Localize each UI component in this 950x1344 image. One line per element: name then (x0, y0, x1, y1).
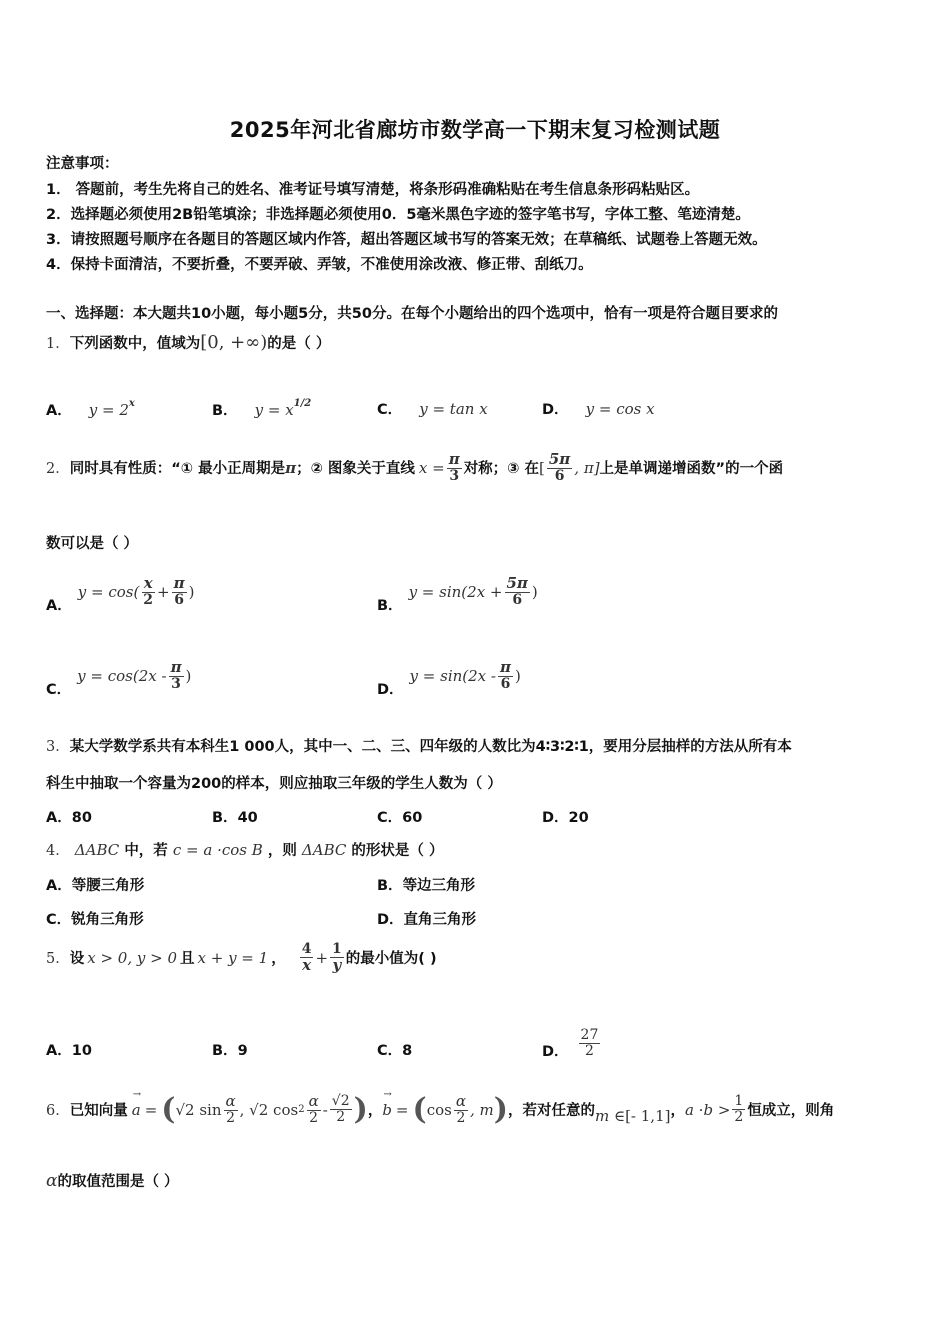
option-expr: ) (185, 666, 192, 685)
notice-item: 1． 答题前，考生先将自己的姓名、准考证号填写清楚，将条形码准确粘贴在考生信息条形码粘贴区。 (46, 182, 700, 198)
fraction-num: α (455, 1091, 466, 1110)
vector-expr: , √2 cos (239, 1100, 299, 1119)
option-label: B． (377, 878, 403, 894)
question-text: ， (670, 1103, 685, 1119)
question-text: 的是（ ） (267, 336, 331, 352)
option-label: D． (377, 912, 404, 928)
fraction-num: x (143, 573, 153, 592)
option-label: B． (212, 810, 238, 826)
option-sup: x (128, 398, 135, 409)
question-text: 同时具有性质：“① 最小正周期是 (69, 461, 286, 478)
option-expr: y = cos x (585, 400, 655, 418)
question-text: 某大学数学系共有本科生1 000人，其中一、二、三、四年级的人数比为4∶3∶2∶1，要用分层抽样的方法从所有本 (69, 739, 792, 755)
option-b[interactable] (212, 806, 258, 827)
fraction-num: π (173, 573, 185, 592)
option-text: 60 (402, 810, 423, 826)
fraction (447, 452, 462, 483)
option-d[interactable] (542, 1026, 602, 1061)
option-c[interactable] (377, 1039, 412, 1060)
fraction-num: 4 (301, 941, 312, 957)
option-a[interactable] (46, 568, 194, 615)
fraction (330, 942, 344, 973)
question-text: ；② 图象关于直线 (296, 461, 415, 478)
vector-expr: cos (426, 1100, 452, 1119)
option-label: C． (377, 810, 403, 826)
option-text: 40 (237, 810, 258, 826)
page-title: 2025年河北省廊坊市数学高一下期末复习检测试题 (229, 118, 721, 142)
question-text: 设 (69, 951, 85, 968)
option-expr: ) (531, 582, 538, 601)
fraction (307, 1091, 321, 1126)
condition-expr: c = a ·cos B (172, 841, 263, 859)
fraction-den: 6 (512, 591, 523, 608)
vector-b: → b (382, 1101, 392, 1119)
operator: = (395, 1100, 409, 1119)
option-expr: y = sin(2x - (409, 666, 496, 685)
option-text: 10 (71, 1043, 92, 1059)
exponent: 2 (298, 1104, 305, 1115)
question-3 (46, 735, 792, 756)
vector-expr: √2 sin (175, 1100, 222, 1119)
interval-expr: [- 1,1] (625, 1106, 671, 1125)
question-text: 上是单调递增函数”的一个函 (599, 461, 784, 478)
question-text: ， (271, 951, 286, 968)
fraction-den: x (302, 955, 312, 974)
vector-expr: , m (469, 1100, 494, 1119)
fraction-num: α (225, 1091, 236, 1110)
question-4 (46, 839, 443, 860)
question-number: 2． (46, 461, 70, 478)
option-label: A． (46, 403, 72, 419)
line-x: x = (418, 458, 445, 477)
question-text: ，则 (267, 843, 297, 859)
fraction (224, 1091, 238, 1126)
question-text (46, 1170, 179, 1191)
alpha-symbol: α (46, 1171, 58, 1191)
question-text: 的形状是（ ） (351, 843, 444, 859)
option-label: C． (377, 402, 403, 418)
fraction (172, 573, 187, 608)
operator: = (144, 1100, 158, 1119)
vector-a: → a (132, 1101, 141, 1119)
fraction (141, 573, 155, 608)
option-expr: y = cos( (77, 582, 140, 601)
question-text: 的最小值为( ) (345, 951, 437, 968)
question-number: 6． (46, 1103, 70, 1119)
option-label: A． (46, 1043, 72, 1059)
question-6 (46, 1092, 834, 1127)
option-text: 9 (237, 1043, 248, 1059)
option-expr: y = 2 (88, 401, 129, 419)
option-expr: y = x (254, 401, 294, 419)
fraction-den: 6 (174, 591, 184, 608)
fraction-den: 6 (500, 675, 511, 692)
option-expr: y = cos(2x - (77, 666, 167, 685)
fraction-num: 1 (332, 941, 342, 957)
option-b[interactable] (377, 568, 538, 615)
question-number: 3． (46, 739, 70, 755)
option-b[interactable] (212, 398, 311, 420)
fraction-num: α (308, 1091, 319, 1110)
option-label: A． (46, 598, 72, 614)
condition-expr: x > 0, y > 0 (87, 948, 177, 967)
fraction-den: 3 (449, 467, 460, 484)
question-text: 且 (180, 951, 195, 968)
fraction (498, 657, 513, 692)
fraction-den: 2 (226, 1109, 236, 1126)
fraction (547, 452, 572, 483)
fraction-num: 27 (580, 1027, 599, 1044)
question-2 (46, 452, 783, 483)
fraction-num: √2 (331, 1093, 350, 1110)
option-label: C． (377, 1043, 403, 1059)
fraction-den: 2 (585, 1043, 594, 1059)
fraction (505, 573, 530, 608)
option-d[interactable] (542, 806, 589, 827)
option-d[interactable] (377, 652, 521, 699)
notice-heading: 注意事项： (46, 156, 119, 172)
option-a[interactable] (46, 1039, 92, 1060)
interval-right: , π] (574, 458, 600, 477)
operator: - (322, 1100, 328, 1119)
fraction (732, 1094, 745, 1124)
fraction-num: π (170, 657, 182, 676)
question-text: 中，若 (124, 843, 168, 859)
option-label: C． (46, 682, 72, 698)
fraction (579, 1028, 601, 1058)
fraction-num: 1 (734, 1093, 744, 1110)
left-paren: ( (161, 1092, 176, 1127)
question-text: 科生中抽取一个容量为200的样本，则应抽取三年级的学生人数为（ ） (46, 776, 502, 792)
fraction-den: 2 (456, 1109, 466, 1126)
option-label: D． (377, 682, 404, 698)
fraction (454, 1091, 468, 1126)
option-label: A． (46, 810, 72, 826)
fraction (330, 1094, 352, 1124)
option-c[interactable] (377, 806, 422, 827)
section-heading: 一、选择题：本大题共10小题，每小题5分，共50分。在每个小题给出的四个选项中，恰有一项是符合题目要求的 (46, 306, 778, 322)
question-number: 4． (46, 843, 70, 859)
question-number: 1． (46, 336, 70, 352)
option-expr: y = sin(2x + (408, 582, 503, 601)
question-text: ， (367, 1103, 383, 1119)
question-number: 5． (46, 951, 70, 968)
option-a[interactable] (46, 398, 135, 420)
fraction-den: 2 (336, 1109, 346, 1125)
option-label: D． (542, 1044, 569, 1060)
fraction (169, 657, 184, 692)
option-text: 直角三角形 (403, 912, 477, 928)
question-text: 对称；③ 在 (463, 461, 540, 478)
option-label: B． (212, 403, 238, 419)
option-c[interactable] (377, 398, 488, 419)
option-text: 80 (71, 810, 92, 826)
question-text: 恒成立，则角 (747, 1103, 835, 1119)
fraction-den: y (332, 955, 342, 974)
option-d[interactable] (542, 398, 655, 419)
option-label: C． (46, 912, 72, 928)
option-label: B． (212, 1043, 238, 1059)
option-label: D． (542, 402, 569, 418)
dot-product-expr: a ·b > (684, 1100, 731, 1119)
condition-expr: x + y = 1 (197, 948, 269, 967)
pi-symbol: π (285, 458, 297, 477)
notice-item: 4．保持卡面清洁，不要折叠，不要弄破、弄皱，不准使用涂改液、修正带、刮纸刀。 (46, 257, 593, 273)
question-text: 的取值范围是（ ） (57, 1174, 179, 1190)
option-c[interactable] (46, 652, 191, 699)
option-d[interactable] (377, 908, 476, 929)
option-b[interactable] (377, 874, 475, 895)
operator: + (157, 582, 170, 601)
question-5 (46, 942, 437, 973)
fraction-num: 5π (506, 573, 528, 592)
right-paren: ) (353, 1092, 368, 1127)
option-label: D． (542, 810, 569, 826)
fraction-den: 2 (309, 1109, 319, 1126)
range-expr: [0, +∞) (200, 332, 268, 353)
option-text: 锐角三角形 (71, 912, 144, 928)
notice-item: 3．请按照题号顺序在各题目的答题区域内作答，超出答题区域书写的答案无效；在草稿纸、试题卷上答题无效。 (46, 232, 767, 248)
fraction-den: 3 (171, 675, 181, 692)
option-text: 等边三角形 (402, 878, 476, 894)
fraction-den: 6 (554, 467, 565, 484)
option-expr: ) (188, 582, 195, 601)
interval-left: [ (539, 458, 545, 477)
option-b[interactable] (212, 1039, 248, 1060)
option-label: A． (46, 878, 72, 894)
option-text: 20 (568, 810, 589, 826)
option-label: B． (377, 598, 403, 614)
option-text: 8 (402, 1043, 413, 1059)
question-text: ，若对任意的 (507, 1103, 595, 1119)
option-expr: y = tan x (419, 400, 488, 418)
notice-item: 2．选择题必须使用2B铅笔填涂；非选择题必须使用0．5毫米黑色字迹的签字笔书写，字体工整、笔迹清楚。 (46, 207, 750, 223)
right-paren: ) (493, 1092, 508, 1127)
option-c[interactable] (46, 908, 144, 929)
left-paren: ( (412, 1092, 427, 1127)
fraction-num: π (499, 657, 511, 676)
triangle-expr: ΔABC (74, 841, 120, 859)
option-expr: ) (514, 666, 521, 685)
question-text: 已知向量 (69, 1103, 128, 1119)
operator: + (315, 948, 329, 967)
fraction-num: 5π (548, 450, 571, 468)
fraction-den: 2 (143, 591, 154, 608)
question-text: 数可以是（ ） (46, 536, 139, 552)
triangle-expr: ΔABC (301, 841, 347, 859)
fraction (300, 942, 314, 973)
question-1 (46, 332, 330, 353)
option-text: 等腰三角形 (71, 878, 145, 894)
option-a[interactable] (46, 806, 92, 827)
option-sup: 1/2 (293, 398, 312, 409)
set-expr: m ∈ (594, 1106, 626, 1125)
fraction-den: 2 (734, 1109, 744, 1125)
option-a[interactable] (46, 874, 144, 895)
fraction-num: π (448, 450, 460, 468)
question-text: 下列函数中，值域为 (69, 336, 201, 352)
